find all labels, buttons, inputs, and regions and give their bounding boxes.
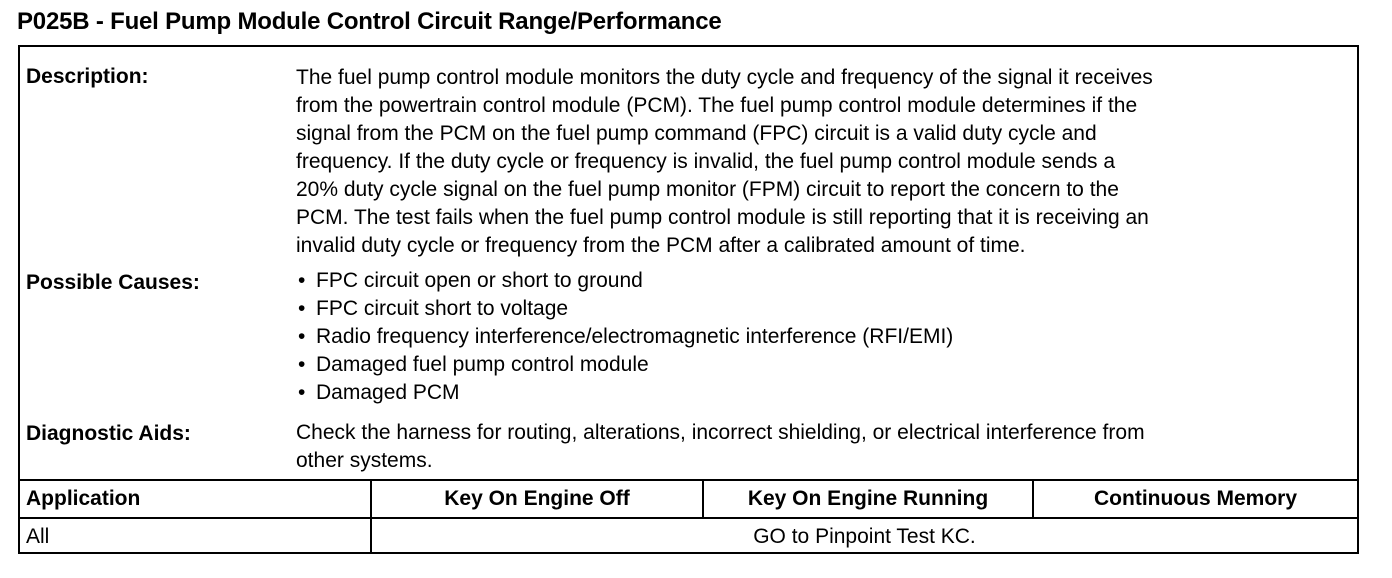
possible-causes-label: Possible Causes: [26,271,200,294]
cell-application: All [26,524,50,548]
cause-item: • Damaged PCM [296,379,1352,407]
table-row [20,519,1357,554]
description-line: from the powertrain control module (PCM). The fuel pump control module determines if the [296,94,1138,117]
cause-item: • Damaged fuel pump control module [296,351,1352,379]
cause-item: • Radio frequency interference/electromagnetic interference (RFI/EMI) [296,323,1352,351]
description-line: PCM. The test fails when the fuel pump control module is still reporting that it is receiving an [296,206,1149,229]
test-table [20,479,1357,554]
dtc-info-section [20,47,1357,479]
description-line: frequency. If the duty cycle or frequency is invalid, the fuel pump control module sends a [296,150,1116,173]
cause-item: • FPC circuit open or short to ground [296,267,1352,295]
description-line: signal from the PCM on the fuel pump command (FPC) circuit is a valid duty cycle and [296,122,1097,145]
header-key-on-engine-off: Key On Engine Off [444,487,630,510]
description-label: Description: [26,65,149,88]
diagnostic-aids-line: other systems. [296,449,433,472]
diagnostic-aids-text [296,419,1352,475]
header-continuous-memory: Continuous Memory [1094,487,1297,510]
page-title: P025B - Fuel Pump Module Control Circuit Range/Performance [17,8,722,35]
description-text [296,64,1352,260]
description-line: invalid duty cycle or frequency from the PCM after a calibrated amount of time. [296,234,1026,257]
header-application: Application [26,487,141,510]
cell-action: GO to Pinpoint Test KC. [753,524,976,548]
cause-item: • FPC circuit short to voltage [296,295,1352,323]
diagnostic-aids-line: Check the harness for routing, alterations, incorrect shielding, or electrical interference from [296,421,1145,444]
description-line: 20% duty cycle signal on the fuel pump monitor (FPM) circuit to report the concern to the [296,178,1119,201]
header-key-on-engine-running: Key On Engine Running [747,487,989,510]
diagnostic-aids-label: Diagnostic Aids: [26,422,191,445]
dtc-info-box [18,45,1359,554]
description-line: The fuel pump control module monitors the duty cycle and frequency of the signal it receives [296,66,1153,89]
possible-causes-list [296,267,1352,407]
table-header-row [20,481,1357,519]
